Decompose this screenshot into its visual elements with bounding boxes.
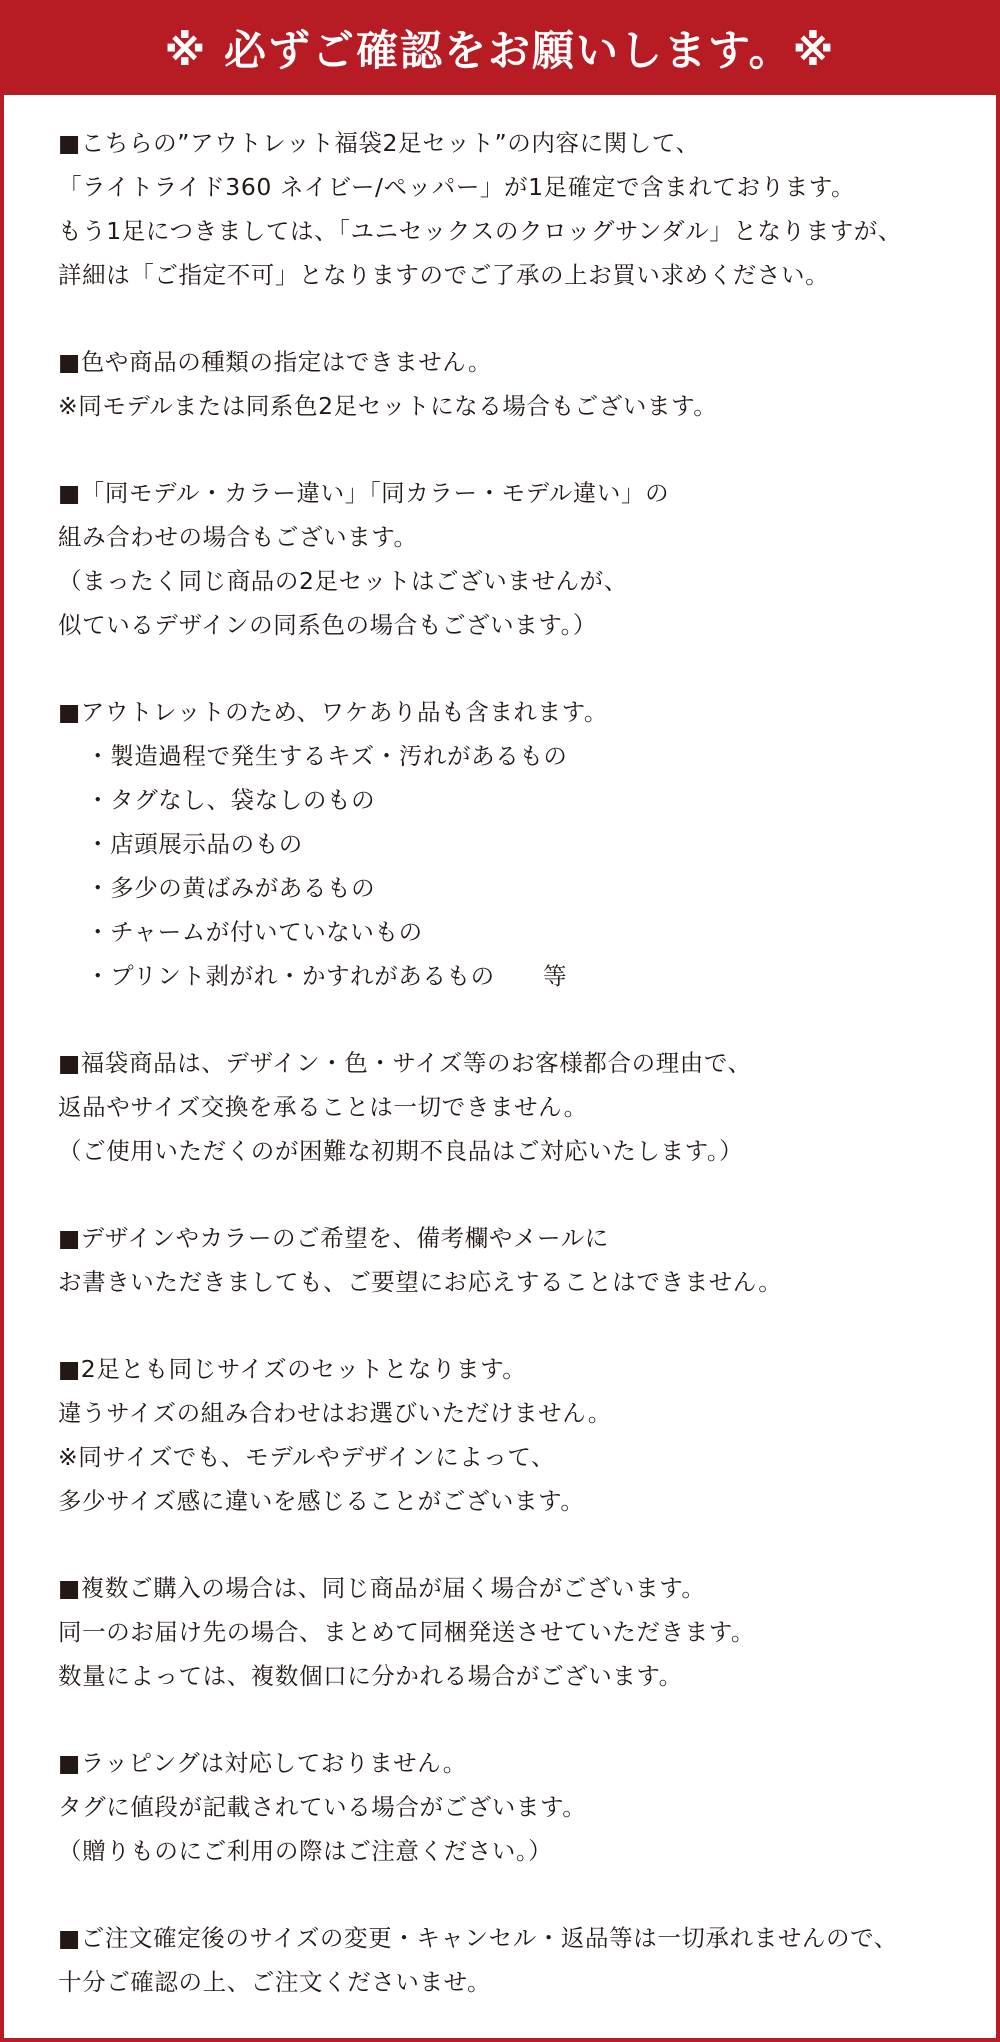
- notice-line: 違うサイズの組み合わせはお選びいただけません。: [58, 1399, 612, 1427]
- notice-line: 「ライトライド360 ネイビー/ペッパー」が1足確定で含まれております。: [58, 173, 856, 201]
- notice-line: ■2足とも同じサイズのセットとなります。: [58, 1355, 527, 1383]
- notice-section-returns: [58, 1041, 996, 1173]
- notice-line: ※同モデルまたは同系色2足セットになる場合もございます。: [58, 392, 718, 420]
- notice-line: もう1足につきましては、「ユニセックスのクロッグサンダル」となりますが、: [58, 217, 903, 245]
- notice-bullet: ・製造過程で発生するキズ・汚れがあるもの: [86, 742, 568, 770]
- notice-section-color: [58, 340, 996, 428]
- notice-line: ※同サイズでも、モデルやデザインによって、: [58, 1443, 556, 1471]
- notice-bullet: ・チャームが付いていないもの: [86, 918, 423, 946]
- notice-section-contents: [58, 121, 996, 297]
- notice-line: （まったく同じ商品の2足セットはございませんが、: [58, 567, 628, 595]
- notice-line: ■複数ご購入の場合は、同じ商品が届く場合がございます。: [58, 1574, 706, 1602]
- notice-line: ■ご注文確定後のサイズの変更・キャンセル・返品等は一切承れませんので、: [58, 1924, 898, 1952]
- notice-header: [0, 0, 1000, 95]
- notice-section-requests: [58, 1216, 996, 1304]
- notice-bullet: ・タグなし、袋なしのもの: [86, 786, 376, 814]
- notice-line: （ご使用いただくのが困難な初期不良品はご対応いたします。）: [58, 1137, 744, 1165]
- notice-section-wrapping: [58, 1741, 996, 1873]
- notice-section-cancel: [58, 1916, 996, 2004]
- notice-line: 似ているデザインの同系色の場合もございます。）: [58, 611, 598, 639]
- notice-bullet: ・プリント剥がれ・かすれがあるもの 等: [86, 962, 568, 990]
- notice-line: 返品やサイズ交換を承ることは一切できません。: [58, 1093, 588, 1121]
- notice-line: 同一のお届け先の場合、まとめて同梱発送させていただきます。: [58, 1618, 756, 1646]
- notice-line: タグに値段が記載されている場合がございます。: [58, 1793, 587, 1821]
- notice-line: 多少サイズ感に違いを感じることがございます。: [58, 1487, 585, 1515]
- notice-line: ■こちらの”アウトレット福袋2足セット”の内容に関して、: [58, 129, 700, 157]
- notice-line: （贈りものにご利用の際はご注意ください。）: [58, 1837, 553, 1865]
- notice-section-combination: [58, 471, 996, 647]
- notice-section-size: [58, 1347, 996, 1523]
- notice-line: ■「同モデル・カラー違い」「同カラー・モデル違い」の: [58, 479, 670, 507]
- notice-line: 組み合わせの場合もございます。: [58, 523, 418, 551]
- notice-section-outlet: [58, 690, 996, 998]
- notice-body: [4, 95, 996, 2004]
- notice-line: 詳細は「ご指定不可」となりますのでご了承の上お買い求めください。: [58, 261, 830, 289]
- notice-bullet: ・多少の黄ばみがあるもの: [86, 874, 376, 902]
- notice-line: お書きいただきましても、ご要望にお応えすることはできません。: [58, 1268, 783, 1296]
- notice-line: 数量によっては、複数個口に分かれる場合がございます。: [58, 1662, 683, 1690]
- notice-line: ■デザインやカラーのご希望を、備考欄やメールに: [58, 1224, 609, 1252]
- notice-line: ■色や商品の種類の指定はできません。: [58, 348, 492, 376]
- notice-line: ■福袋商品は、デザイン・色・サイズ等のお客様都合の理由で、: [58, 1049, 752, 1077]
- notice-line: ■ラッピングは対応しておりません。: [58, 1749, 467, 1777]
- notice-title: ※ 必ずご確認をお願いします。※: [164, 25, 836, 75]
- notice-bullet: ・店頭展示品のもの: [86, 830, 303, 858]
- notice-line: 十分ご確認の上、ご注文くださいませ。: [58, 1968, 492, 1996]
- notice-line: ■アウトレットのため、ワケあり品も含まれます。: [58, 698, 608, 726]
- notice-section-multiple: [58, 1566, 996, 1698]
